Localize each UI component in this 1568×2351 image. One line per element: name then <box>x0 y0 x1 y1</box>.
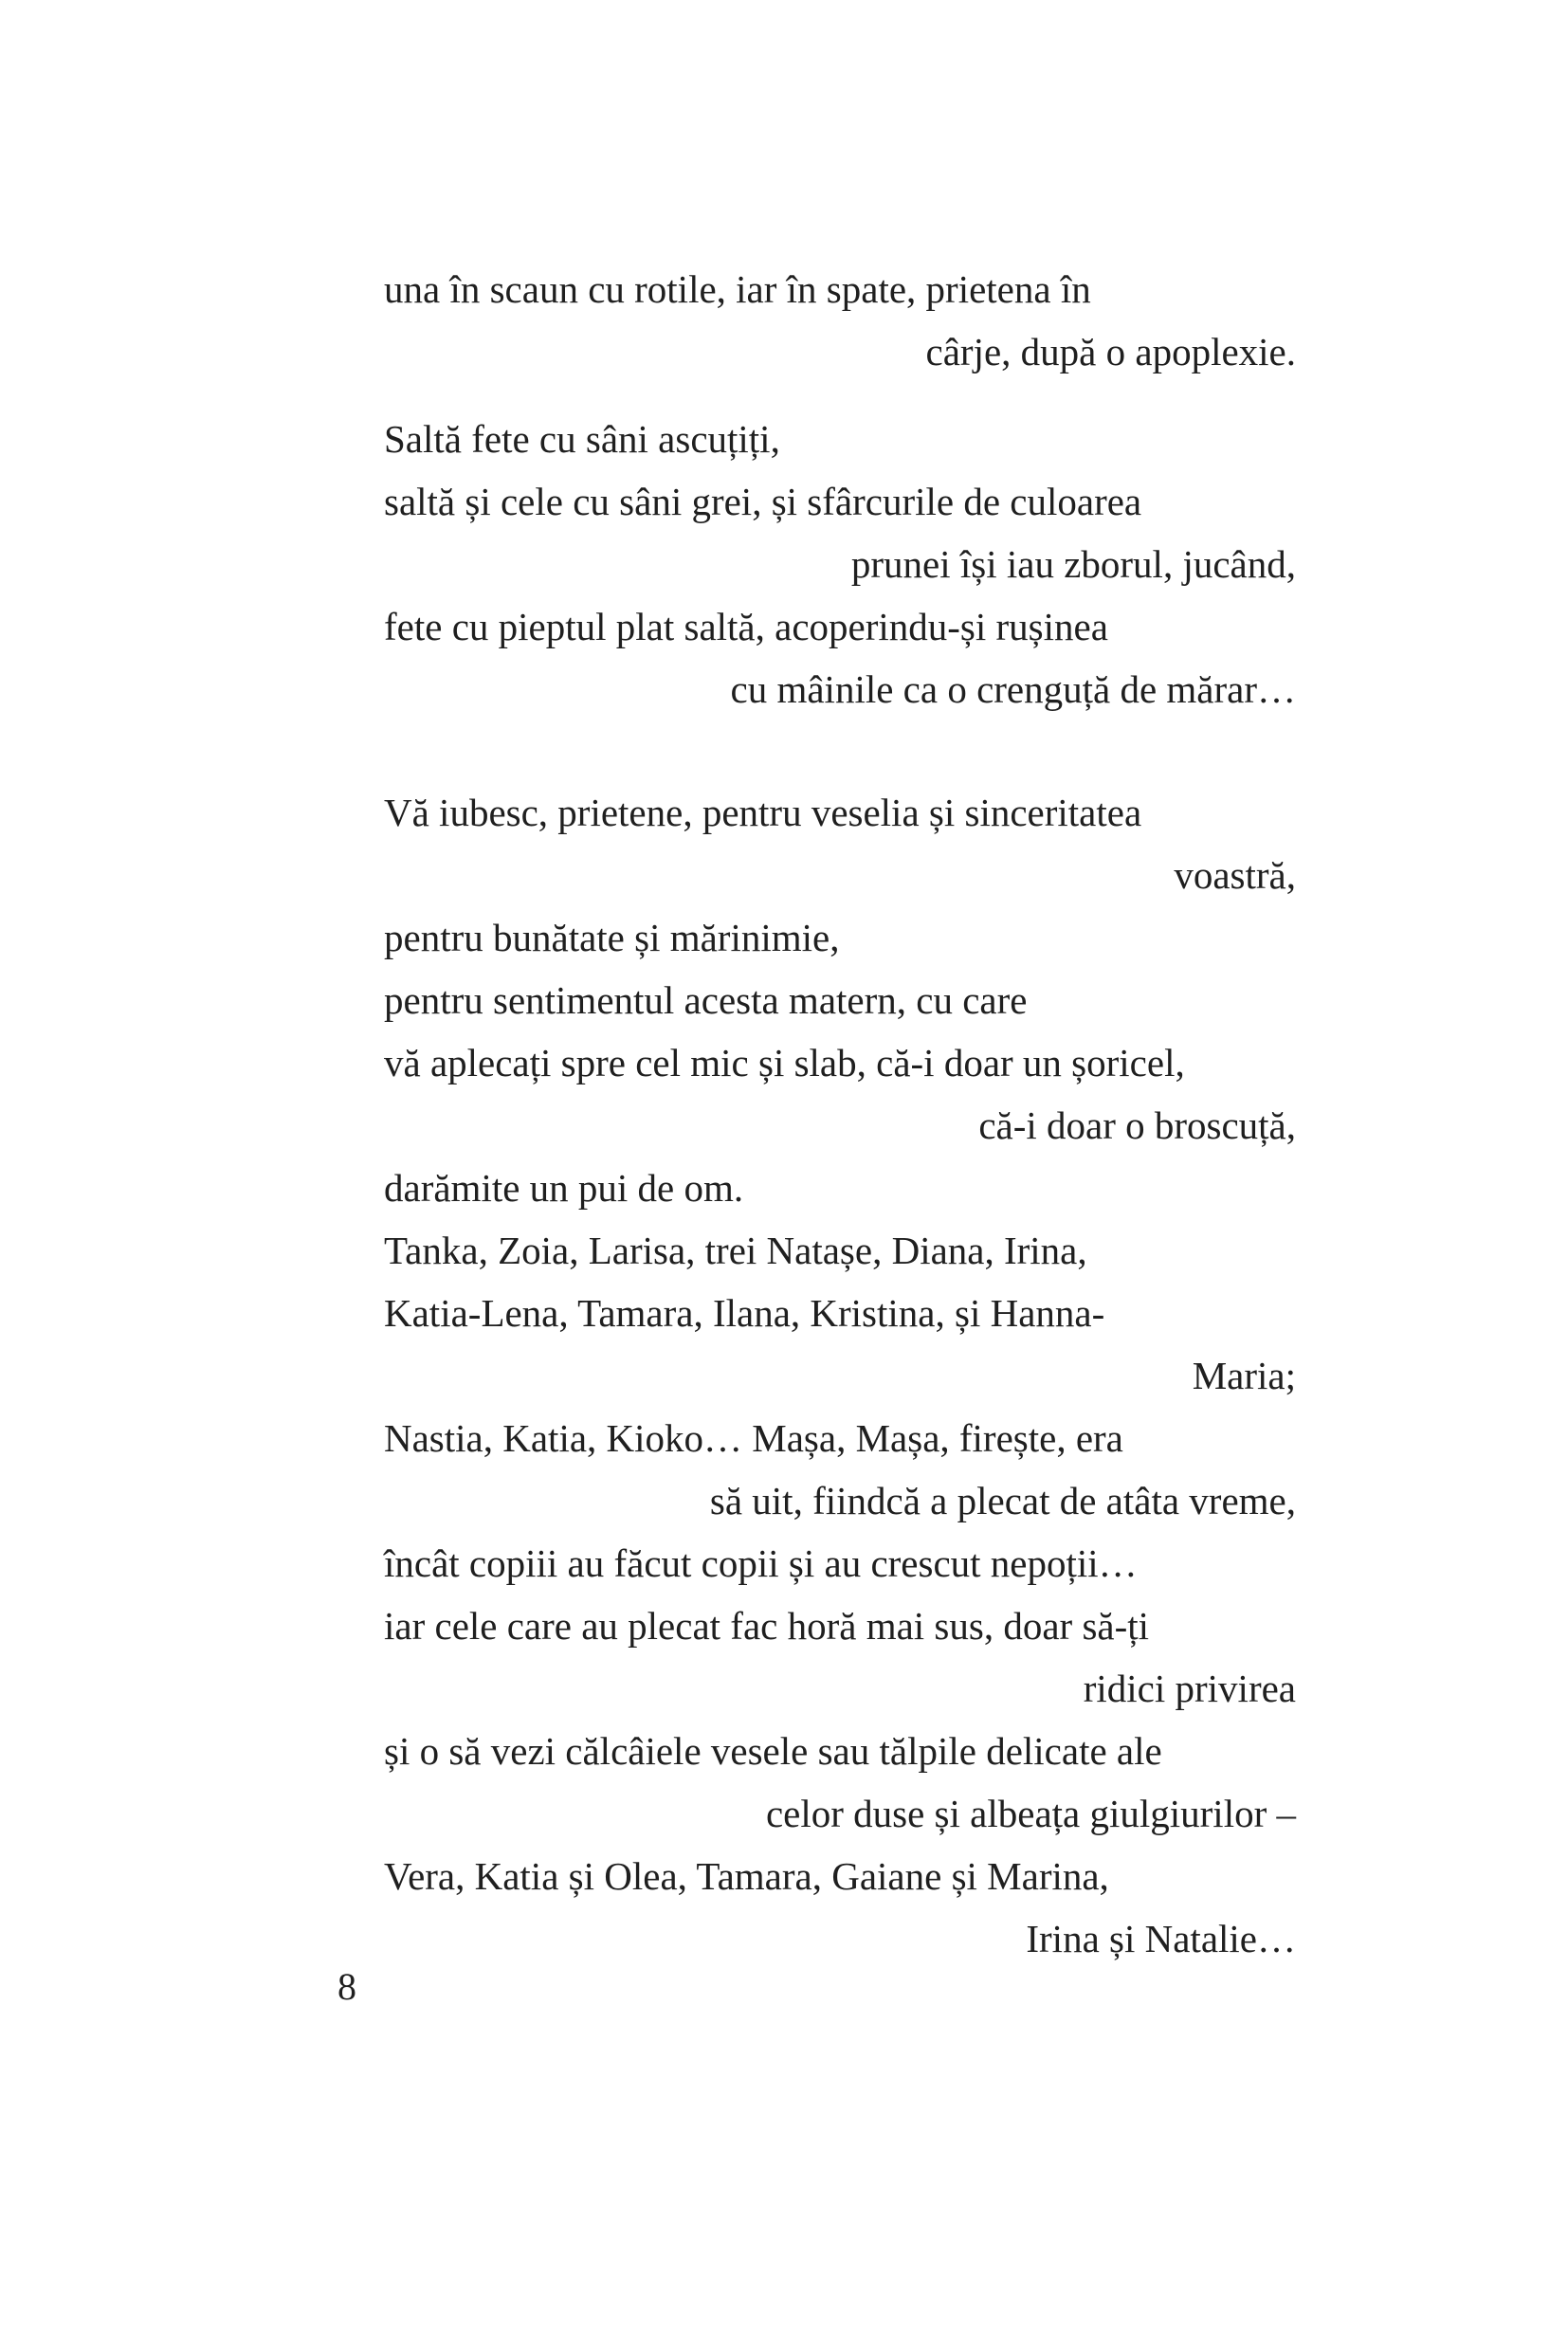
poem-line: și o să vezi călcâiele vesele sau tălpile delicate ale <box>384 1729 1162 1773</box>
poem-text <box>384 258 1296 1970</box>
poem-line: ridici privirea <box>1083 1667 1296 1710</box>
page-number: 8 <box>337 1965 356 2008</box>
poem-line: pentru bunătate și mărinimie, <box>384 916 840 959</box>
poem-line: Saltă fete cu sâni ascuțiți, <box>384 417 780 461</box>
poem-line: Tanka, Zoia, Larisa, trei Natașe, Diana, Irina, <box>384 1229 1087 1272</box>
poem-line: încât copiii au făcut copii și au crescut nepoții… <box>384 1541 1138 1585</box>
poem-line: voastră, <box>1174 853 1296 897</box>
poem-line: fete cu pieptul plat saltă, acoperindu-și rușinea <box>384 605 1108 648</box>
poem-line: saltă și cele cu sâni grei, și sfârcurile de culoarea <box>384 480 1142 523</box>
poem-line: prunei își iau zborul, jucând, <box>850 542 1296 586</box>
stanza-gap <box>384 720 1296 781</box>
poem-line: vă aplecați spre cel mic și slab, că-i doar un șoricel, <box>384 1041 1185 1084</box>
poem-line: Maria; <box>1192 1354 1296 1397</box>
poem-line: una în scaun cu rotile, iar în spate, prietena în <box>384 267 1091 311</box>
poem-line: Nastia, Katia, Kioko… Mașa, Mașa, firește, era <box>384 1416 1123 1460</box>
poem-line: cu mâinile ca o crenguță de mărar… <box>730 667 1296 711</box>
poem-line: iar cele care au plecat fac horă mai sus, doar să-ți <box>384 1604 1150 1648</box>
poem-line: pentru sentimentul acesta matern, cu care <box>384 978 1028 1022</box>
poem-line: Irina și Natalie… <box>1026 1917 1296 1960</box>
stanza-gap <box>384 383 1296 408</box>
poem-line: Vă iubesc, prietene, pentru veselia și sinceritatea <box>384 791 1142 834</box>
poem-line: Katia-Lena, Tamara, Ilana, Kristina, și Hanna- <box>384 1291 1105 1335</box>
poem-line: să uit, fiindcă a plecat de atâta vreme, <box>709 1479 1296 1522</box>
poem-line: celor duse și albeața giulgiurilor – <box>765 1792 1296 1835</box>
poem-line: darămite un pui de om. <box>384 1166 744 1210</box>
poem-line: că-i doar o broscuță, <box>978 1103 1296 1147</box>
poem-line: Vera, Katia și Olea, Tamara, Gaiane și Marina, <box>384 1854 1109 1898</box>
poem-line: cârje, după o apoplexie. <box>925 330 1296 374</box>
